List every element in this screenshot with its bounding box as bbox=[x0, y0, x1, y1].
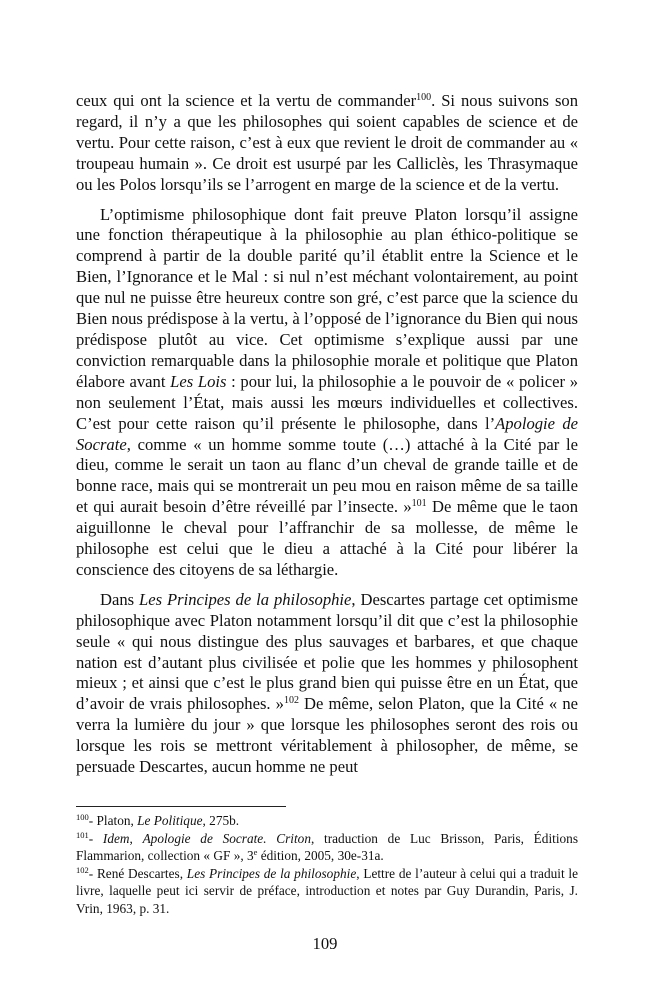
italic-title: Idem bbox=[102, 830, 130, 846]
text-run: , bbox=[129, 830, 143, 846]
text-run: - bbox=[88, 830, 103, 846]
footnote-ref-102[interactable]: 102 bbox=[283, 695, 299, 707]
text-run: De même que le taon aiguillonne le cheval pour l’affranchir de sa mollesse, de même le philosophe est celui que le dieu a attaché à la Cité pour libérer la conscience des citoyens de sa léthargie. bbox=[76, 497, 578, 579]
footnote-101 bbox=[76, 830, 578, 865]
italic-title: Les Principes de la philosophie bbox=[139, 589, 352, 609]
italic-title: Apologie de Socrate. Criton bbox=[142, 830, 311, 846]
paragraph-1 bbox=[76, 91, 578, 196]
italic-title: Les Principes de la philosophie bbox=[186, 865, 357, 881]
footnote-number: 101 bbox=[76, 829, 89, 840]
text-run: - René Descartes, bbox=[88, 865, 187, 881]
footnote-number: 102 bbox=[76, 864, 89, 875]
footnote-102 bbox=[76, 865, 578, 918]
italic-title: Les Lois bbox=[170, 371, 227, 391]
text-run: , traduction de Luc Brisson, Paris, Éditions Flammarion, collection « GF », 3 bbox=[76, 830, 579, 864]
text-run: , comme « un homme somme toute (…) attaché à la Cité par le dieu, comme le serait un taon au flanc d’un cheval de grande taille et de bonne race, mais qui se montrerait un peu mou en raison même de sa taille et qui aurait besoin d’être réveillé par l’insecte. » bbox=[76, 434, 578, 517]
text-run: L’optimisme philosophique dont fait preuve Platon lorsqu’il assigne une fonction thérapeutique à la philosophie au plan éthico-politique se comprend à partir de la double parité qu’il établit entre la Science et le Bien, l’Ignorance et le Mal : si nul n’est méchant volontairement, au point que nul ne puisse être heureux contre son gré, c’est parce que la science du Bien nous prédispose à la vertu, à l’opposé de l’ignorance du Bien qui nous prédispose plutôt au vice. Cet optimisme s’explique aussi par une conviction remarquable dans la philosophie morale et politique que Platon élabore avant bbox=[76, 204, 578, 391]
text-run: De même, selon Platon, que la Cité « ne verra la lumière du jour » que lorsque les philosophes seront des rois ou lorsque les rois se mettront véritablement à philosopher, de même, se persuade Descartes, aucun homme ne peut bbox=[76, 694, 578, 777]
ordinal-superscript: e bbox=[253, 847, 258, 858]
text-run: - Platon, bbox=[88, 813, 138, 828]
text-run: . Si nous suivons son regard, il n’y a que les philosophes qui soient capables de science et de vertu. Pour cette raison, c’est à eux que revient le droit de commander au « troupeau humain ». Ce droit est usurpé par les Calliclès, les Thrasymaque ou les Polos lorsqu’ils se l’arrogent en marge de la science et de la vertu. bbox=[76, 91, 579, 194]
text-run: édition, 2005, 30e-31a. bbox=[257, 848, 384, 864]
paragraph-3 bbox=[76, 590, 578, 778]
text-run: Dans bbox=[100, 589, 140, 609]
italic-title: Le Politique bbox=[137, 813, 203, 828]
footnote-number: 100 bbox=[76, 812, 89, 822]
footnote-ref-100[interactable]: 100 bbox=[416, 92, 432, 103]
page-number: 109 bbox=[312, 934, 338, 953]
text-run: : pour lui, la philosophie a le pouvoir de « policer » non seulement l’État, mais aussi les mœurs individuelles et collectives. C’est pour cette raison qu’il présente le philosophe, dans l’ bbox=[76, 371, 578, 433]
body-text bbox=[76, 91, 578, 778]
text-run: , Descartes partage cet optimisme philosophique avec Platon notamment lorsqu’il dit que c’est la philosophie seule « qui nous distingue des plus sauvages et barbares, et que chaque nation est d’autant plus civilisée et polie que les hommes y philosophent mieux ; et ainsi que c’est le plus grand bien qui puisse être en un État, que d’avoir de vrais philosophes. » bbox=[76, 589, 578, 714]
text-run: ceux qui ont la science et la vertu de commander bbox=[76, 91, 417, 110]
footnotes bbox=[76, 812, 578, 918]
italic-title: Apologie de Socrate bbox=[76, 413, 578, 454]
paragraph-2 bbox=[76, 205, 578, 581]
text-run: , 275b. bbox=[202, 813, 240, 828]
footnote-ref-101[interactable]: 101 bbox=[411, 498, 427, 510]
text-run: , Lettre de l’auteur à celui qui a traduit le livre, laquelle peut ici servir de préface, introduction et notes par Guy Durandin, Paris, J. Vrin, 1963, p. 31. bbox=[76, 865, 578, 916]
footnote-divider bbox=[76, 806, 286, 807]
footnote-100 bbox=[76, 812, 578, 830]
